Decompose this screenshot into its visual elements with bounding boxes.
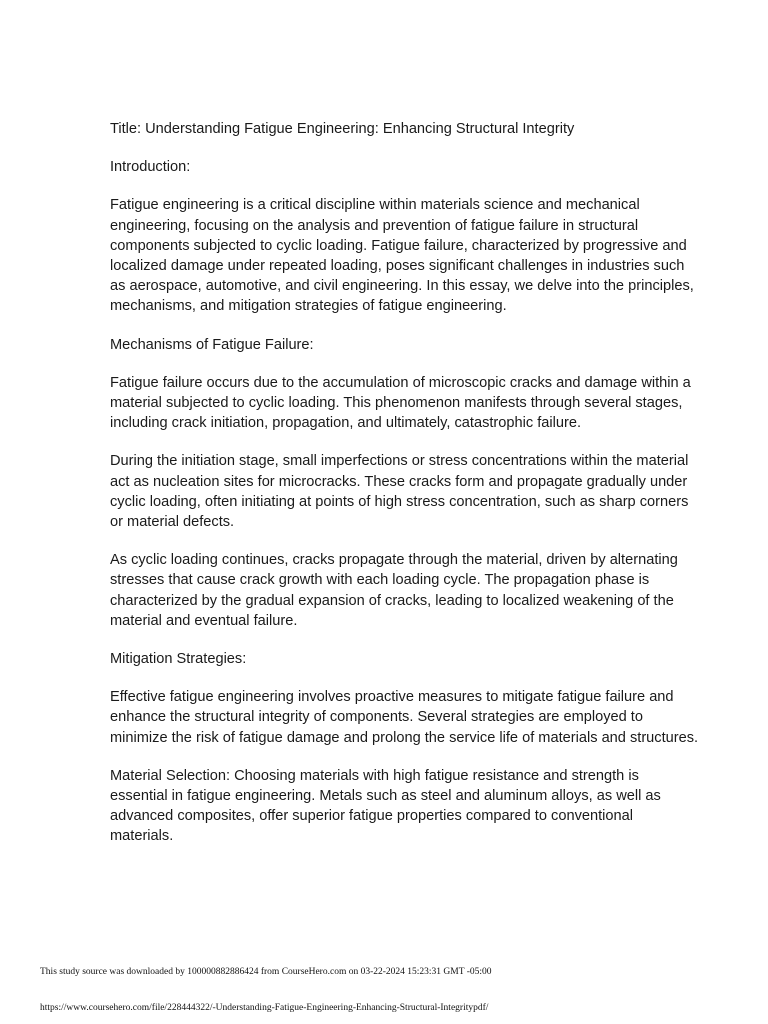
paragraph-propagation: As cyclic loading continues, cracks propagate through the material, driven by alternating stresses that cause crack growth with each loading cycle. The propagation phase is characterized by the gradual expansion of cracks, leading to localized weakening of the material and eventual failure. [110,552,678,629]
heading-mechanisms: Mechanisms of Fatigue Failure: [110,336,314,353]
heading-mitigation: Mitigation Strategies: [110,651,247,668]
document-body [110,119,700,865]
source-url[interactable]: https://www.coursehero.com/file/228444322/-Understanding-Fatigue-Engineering-Enhancing-Structural-Integritypdf/ [40,1003,489,1013]
document-title: Title: Understanding Fatigue Engineering: Enhancing Structural Integrity [110,121,575,137]
heading-introduction: Introduction: [110,159,191,176]
paragraph-mitigation: Effective fatigue engineering involves proactive measures to mitigate fatigue failure and enhance the structural integrity of components. Several strategies are employed to minimize the risk of fatigue damage and prolong the service life of materials and structures. [110,689,699,746]
download-notice: This study source was downloaded by 100000882886424 from CourseHero.com on 03-22-2024 15:23:31 GMT -05:00 [40,967,492,977]
paragraph-mechanisms: Fatigue failure occurs due to the accumulation of microscopic cracks and damage within a material subjected to cyclic loading. This phenomenon manifests through several stages, including crack initiation, propagation, and ultimately, catastrophic failure. [110,374,691,432]
paragraph-introduction: Fatigue engineering is a critical discipline within materials science and mechanical engineering, focusing on the analysis and prevention of fatigue failure in structural components subjected to cyclic loading. Fatigue failure, characterized by progressive and localized damage under repeated loading, poses significant challenges in industries such as aerospace, automotive, and civil engineering. In this essay, we delve into the principles, mechanisms, and mitigation strategies of fatigue engineering. [110,197,694,315]
paragraph-material-selection: Material Selection: Choosing materials with high fatigue resistance and strength is essential in fatigue engineering. Metals such as steel and aluminum alloys, as well as advanced composites, offer superior fatigue properties compared to conventional materials. [110,767,661,845]
paragraph-initiation: During the initiation stage, small imperfections or stress concentrations within the material act as nucleation sites for microcracks. These cracks form and propagate gradually under cyclic loading, often initiating at points of high stress concentration, such as sharp corners or material defects. [110,453,689,531]
